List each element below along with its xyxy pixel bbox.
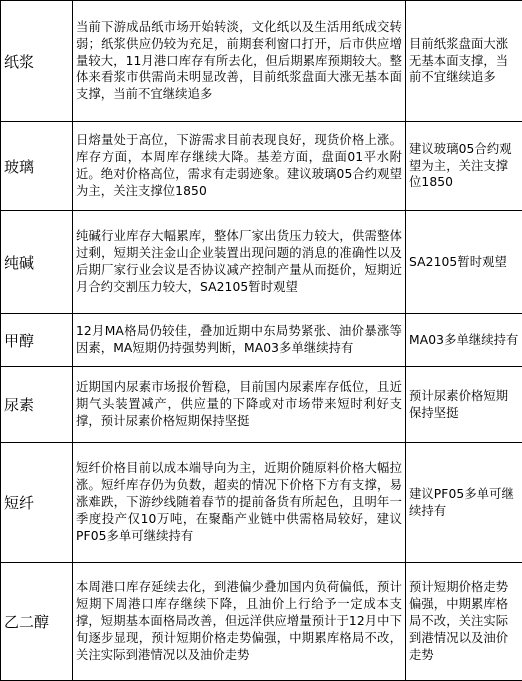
commodity-name: 乙二醇 xyxy=(1,563,73,681)
table-row xyxy=(1,314,522,367)
commodity-name: 尿素 xyxy=(1,367,73,443)
commodity-name: 玻璃 xyxy=(1,122,73,211)
advice-text: MA03多单继续持有 xyxy=(406,314,522,367)
advice-text: 目前纸浆盘面大涨无基本面支撑，当前不宜继续追多 xyxy=(406,1,522,122)
analysis-text: 近期国内尿素市场报价暂稳，目前国内尿素库存低位，且近期气头装置减产，供应量的下降或对市场带来短时利好支撑，预计尿素价格短期保持坚挺 xyxy=(73,367,406,443)
advice-text: 预计短期价格走势偏强，中期累库格局不改，关注实际到港情况以及油价走势 xyxy=(406,563,522,681)
table-row xyxy=(1,367,522,443)
commodity-name: 纸浆 xyxy=(1,1,73,122)
commodity-name: 纯碱 xyxy=(1,211,73,314)
analysis-text: 当前下游成品纸市场开始转淡，文化纸以及生活用纸成交转弱；纸浆供应仍较为充足，前期套利窗口打开，后市供应增量较大，11月港口库存有所去化，但后期累库预期较大。整体来看浆市供需尚未明显改善，目前纸浆盘面大涨无基本面支撑，当前不宜继续追多 xyxy=(73,1,406,122)
table-row xyxy=(1,122,522,211)
table-row xyxy=(1,443,522,563)
table-row xyxy=(1,563,522,681)
analysis-text: 本周港口库存延续去化，到港偏少叠加国内负荷偏低，预计短期下周港口库存继续下降，且油价上行给予一定成本支撑，短期基本面格局改善，但远洋供应增量预计于12月中下旬逐步显现，预计短期价格走势偏强，中期累库格局不改，关注实际到港情况以及油价走势 xyxy=(73,563,406,681)
commodity-name: 甲醇 xyxy=(1,314,73,367)
analysis-text: 短纤价格目前以成本端导向为主，近期价随原料价格大幅拉涨。短纤库存仍为负数，超卖的情况下价格下方有支撑，易涨难跌，下游纱线随着春节的提前备货有所起色，且明年一季度投产仅10万吨，在聚酯产业链中供需格局较好，建议PF05多单可继续持有 xyxy=(73,443,406,563)
analysis-text: 日熔量处于高位，下游需求目前表现良好，现货价格上涨。库存方面，本周库存继续大降。基差方面，盘面01平水附近。绝对价格高位，需求有走弱迹象。建议玻璃05合约观望为主，关注支撑位1850 xyxy=(73,122,406,211)
advice-text: 预计尿素价格短期保持坚挺 xyxy=(406,367,522,443)
analysis-text: 12月MA格局仍较佳，叠加近期中东局势紧张、油价暴涨等因素，MA短期仍持强势判断，MA03多单继续持有 xyxy=(73,314,406,367)
advice-text: 建议PF05多单可继续持有 xyxy=(406,443,522,563)
commodity-name: 短纤 xyxy=(1,443,73,563)
analysis-text: 纯碱行业库存大幅累库，整体厂家出货压力较大，供需整体过剩，短期关注金山企业装置出现问题的消息的准确性以及后期厂家行业会议是否协议减产控制产量从而挺价，短期近月合约交割压力较大，SA2105暂时观望 xyxy=(73,211,406,314)
table-row xyxy=(1,211,522,314)
advice-text: SA2105暂时观望 xyxy=(406,211,522,314)
advice-text: 建议玻璃05合约观望为主，关注支撑位1850 xyxy=(406,122,522,211)
table-row xyxy=(1,1,522,122)
